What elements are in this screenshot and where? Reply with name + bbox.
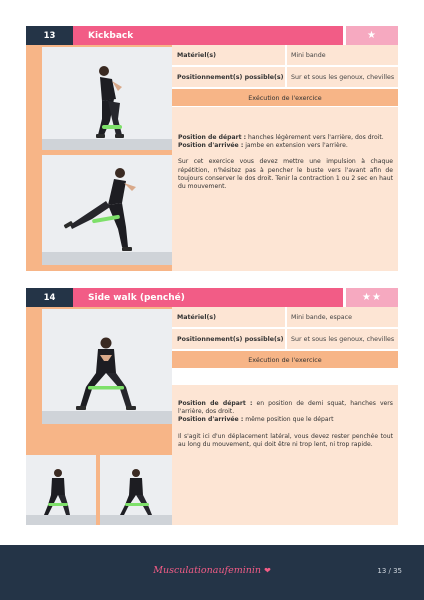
- page-footer: [0, 545, 424, 600]
- photo-column: [26, 45, 172, 271]
- exercise-title: Side walk (penché): [73, 288, 343, 307]
- end-position: Position d'arrivée : même position que le départ: [178, 416, 334, 424]
- exercise-header: [26, 26, 398, 45]
- heart-icon: ❤: [264, 566, 271, 575]
- exercise-card-14: [26, 288, 398, 525]
- material-row: [172, 307, 398, 327]
- exercise-header: [26, 288, 398, 307]
- exercise-number: 14: [26, 288, 73, 307]
- exercise-details: [172, 307, 398, 525]
- difficulty-stars: ★★: [346, 288, 398, 307]
- exercise-number: 13: [26, 26, 73, 45]
- position-value: Sur et sous les genoux, chevilles: [287, 329, 398, 349]
- exercise-title: Kickback: [73, 26, 343, 45]
- execution-heading: Exécution de l'exercice: [172, 351, 398, 368]
- execution-description: [172, 107, 398, 271]
- material-row: [172, 45, 398, 65]
- photo-column: [26, 307, 172, 525]
- material-label: Matériel(s): [172, 307, 285, 327]
- start-position: Position de départ : hanches légèrement vers l'arrière, dos droit.: [178, 134, 384, 141]
- position-label: Positionnement(s) possible(s): [172, 67, 285, 87]
- execution-heading: Exécution de l'exercice: [172, 89, 398, 106]
- position-value: Sur et sous les genoux, chevilles: [287, 67, 398, 87]
- end-position: Position d'arrivée : jambe en extension vers l'arrière.: [178, 142, 348, 150]
- material-label: Matériel(s): [172, 45, 285, 65]
- page-number: 13 / 35: [377, 567, 402, 575]
- exercise-body: [26, 45, 398, 271]
- start-position: Position de départ : en position de demi squat, hanches vers l'arrière, dos droit.: [178, 400, 393, 416]
- position-label: Positionnement(s) possible(s): [172, 329, 285, 349]
- material-value: Mini bande: [287, 45, 398, 65]
- position-row: [172, 329, 398, 349]
- kickback-end-photo: [42, 155, 172, 265]
- side-walk-step1-photo: [26, 455, 96, 525]
- kickback-start-photo: [42, 47, 172, 150]
- position-row: [172, 67, 398, 87]
- execution-description: [172, 385, 398, 525]
- material-value: Mini bande, espace: [287, 307, 398, 327]
- exercise-card-13: [26, 26, 398, 271]
- difficulty-stars: ★: [346, 26, 398, 45]
- exercise-body: [26, 307, 398, 525]
- exercise-note: Il s'agit ici d'un déplacement latéral, vous devez rester penchée tout au long du mouvement, qui doit être ni trop lent, ni trop rapide.: [178, 432, 393, 448]
- brand-logo: Musculationaufeminin ❤: [153, 565, 271, 576]
- exercise-note: Sur cet exercice vous devez mettre une impulsion à chaque répétition, n'hésitez pas à pencher le buste vers l'avant afin de toujours conserver le dos droit. Tenir la contraction 1 ou 2 sec en haut du mouvement.: [178, 158, 393, 191]
- side-walk-step2-photo: [100, 455, 172, 525]
- exercise-details: [172, 45, 398, 271]
- side-walk-start-photo: [42, 309, 172, 424]
